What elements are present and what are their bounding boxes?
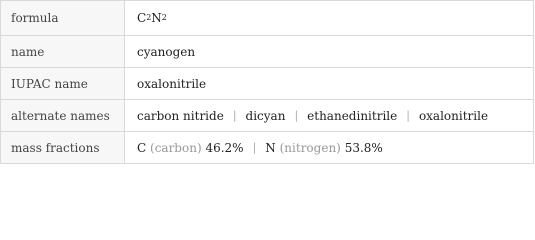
alternate-name: dicyan bbox=[245, 108, 286, 123]
alternate-names-row bbox=[1, 99, 533, 131]
mass-percent: 46.2% bbox=[205, 140, 244, 155]
formula-row bbox=[1, 1, 533, 35]
name-value: cyanogen bbox=[137, 44, 196, 59]
formula-label: formula bbox=[1, 1, 125, 35]
name-row bbox=[1, 35, 533, 67]
separator: | bbox=[406, 109, 410, 122]
formula-value: C 2 N 2 bbox=[137, 11, 167, 25]
alternate-names-label: alternate names bbox=[1, 100, 125, 131]
mass-symbol: C bbox=[137, 140, 147, 155]
mass-element-name: (carbon) bbox=[150, 140, 202, 155]
iupac-row bbox=[1, 67, 533, 99]
name-label: name bbox=[1, 36, 125, 67]
alternate-name: ethanedinitrile bbox=[307, 108, 398, 123]
iupac-label: IUPAC name bbox=[1, 68, 125, 99]
mass-symbol: N bbox=[265, 140, 276, 155]
formula-element-c: C bbox=[137, 11, 147, 25]
mass-element-name: (nitrogen) bbox=[279, 140, 341, 155]
formula-element-n: N bbox=[151, 11, 162, 25]
alternate-name: oxalonitrile bbox=[418, 108, 489, 123]
mass-fractions-row bbox=[1, 131, 533, 163]
separator: | bbox=[252, 141, 257, 154]
mass-percent: 53.8% bbox=[344, 140, 383, 155]
separator: | bbox=[232, 109, 237, 122]
alternate-names-value bbox=[125, 109, 488, 123]
mass-fractions-label: mass fractions bbox=[1, 132, 125, 163]
alternate-name: carbon nitride bbox=[137, 108, 224, 123]
mass-fractions-value bbox=[125, 141, 383, 155]
iupac-value: oxalonitrile bbox=[137, 76, 207, 91]
separator: | bbox=[294, 109, 299, 122]
